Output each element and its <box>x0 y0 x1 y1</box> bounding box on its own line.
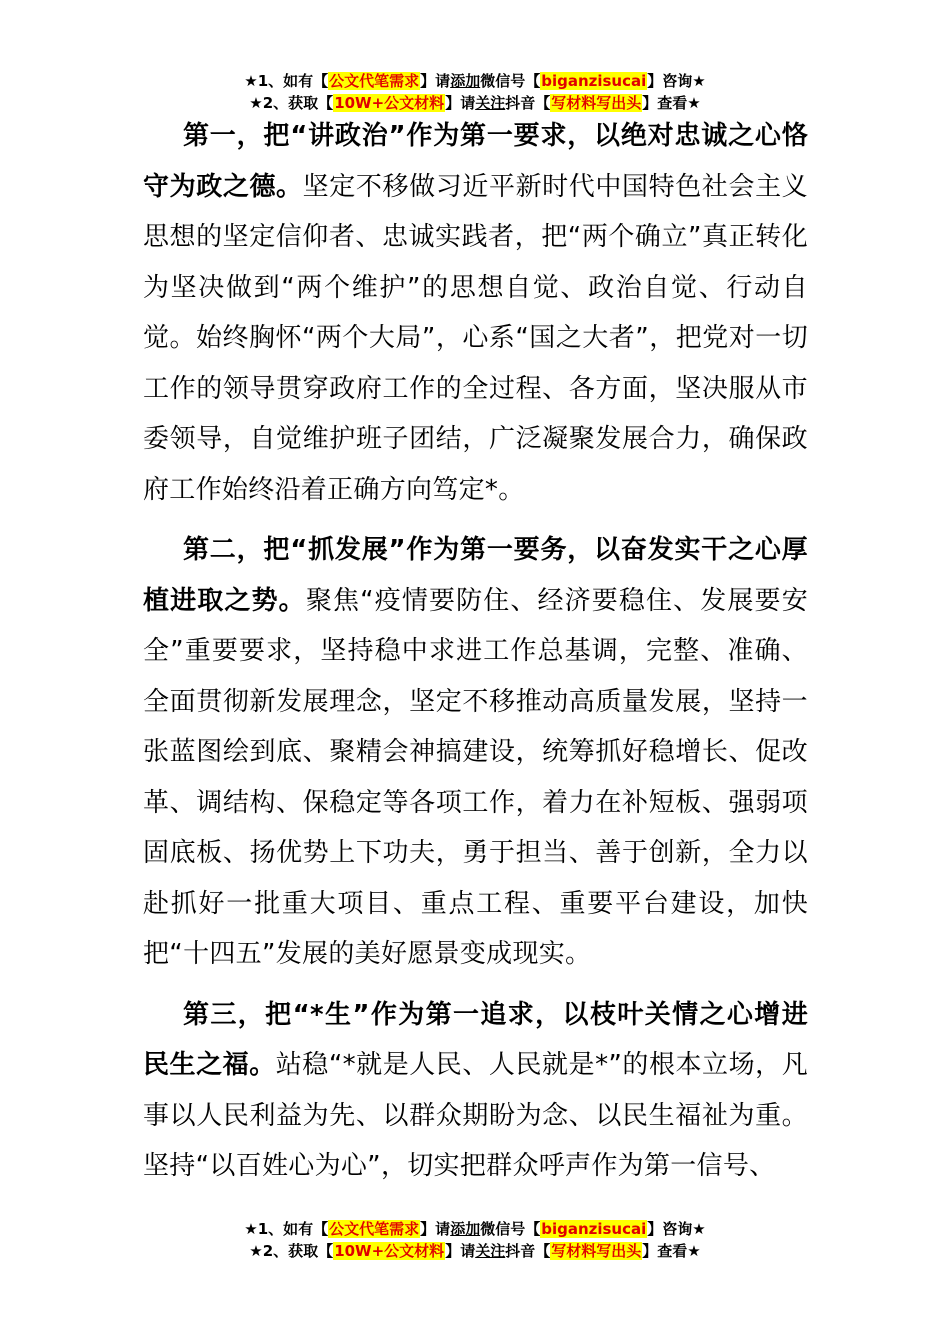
paragraph-3 <box>143 990 808 1192</box>
paragraph-lead: 第一，把“讲政治”作为第一要求，以绝对忠诚之心恪守为政之德。 <box>143 121 808 202</box>
banner-line-1: ★1、如有【公文代笔需求】请添加微信号【biganzisucai】咨询★ <box>244 72 706 90</box>
highlight-materials: 10W+公文材料 <box>334 94 445 112</box>
paragraph-1 <box>143 111 808 515</box>
highlight-douyin: 写材料写出头 <box>551 1242 642 1260</box>
document-body <box>143 111 808 1192</box>
footer-banner <box>0 1218 950 1262</box>
highlight-wechat-id: biganzisucai <box>541 72 647 90</box>
paragraph-text: 坚定不移做习近平新时代中国特色社会主义思想的坚定信仰者、忠诚实践者，把“两个确立”真正转化为坚决做到“两个维护”的思想自觉、政治自觉、行动自觉。始终胸怀“两个大局”，心系“国之大者”，把党对一切工作的领导贯穿政府工作的全过程、各方面，坚决服从市委领导，自觉维护班子团结，广泛凝聚发展合力，确保政府工作始终沿着正确方向笃定*。 <box>143 171 808 505</box>
paragraph-lead: 第三，把“*生”作为第一追求，以枝叶关情之心增进民生之福。 <box>143 999 808 1080</box>
paragraph-text: 站稳“*就是人民、人民就是*”的根本立场，凡事以人民利益为先、以群众期盼为念、以民生福祉为重。坚持“以百姓心为心”，切实把群众呼声作为第一信号、 <box>143 1050 808 1181</box>
paragraph-lead: 第二，把“抓发展”作为第一要务，以奋发实干之心厚植进取之势。 <box>143 535 808 616</box>
header-banner <box>0 70 950 114</box>
highlight-materials: 10W+公文材料 <box>334 1242 445 1260</box>
banner-line-1: ★1、如有【公文代笔需求】请添加微信号【biganzisucai】咨询★ <box>244 1220 706 1238</box>
paragraph-2 <box>143 525 808 980</box>
highlight-service: 公文代笔需求 <box>329 72 420 90</box>
highlight-service: 公文代笔需求 <box>329 1220 420 1238</box>
banner-line-2: ★2、获取【10W+公文材料】请关注抖音【写材料写出头】查看★ <box>249 1242 701 1260</box>
highlight-douyin: 写材料写出头 <box>551 94 642 112</box>
highlight-wechat-id: biganzisucai <box>541 1220 647 1238</box>
paragraph-text: 聚焦“疫情要防住、经济要稳住、发展要安全”重要要求，坚持稳中求进工作总基调，完整、准确、全面贯彻新发展理念，坚定不移推动高质量发展，坚持一张蓝图绘到底、聚精会神搞建设，统筹抓好稳增长、促改革、调结构、保稳定等各项工作，着力在补短板、强弱项固底板、扬优势上下功夫，勇于担当、善于创新，全力以赴抓好一批重大项目、重点工程、重要平台建设，加快把“十四五”发展的美好愿景变成现实。 <box>143 585 808 969</box>
banner-line-2: ★2、获取【10W+公文材料】请关注抖音【写材料写出头】查看★ <box>249 94 701 112</box>
